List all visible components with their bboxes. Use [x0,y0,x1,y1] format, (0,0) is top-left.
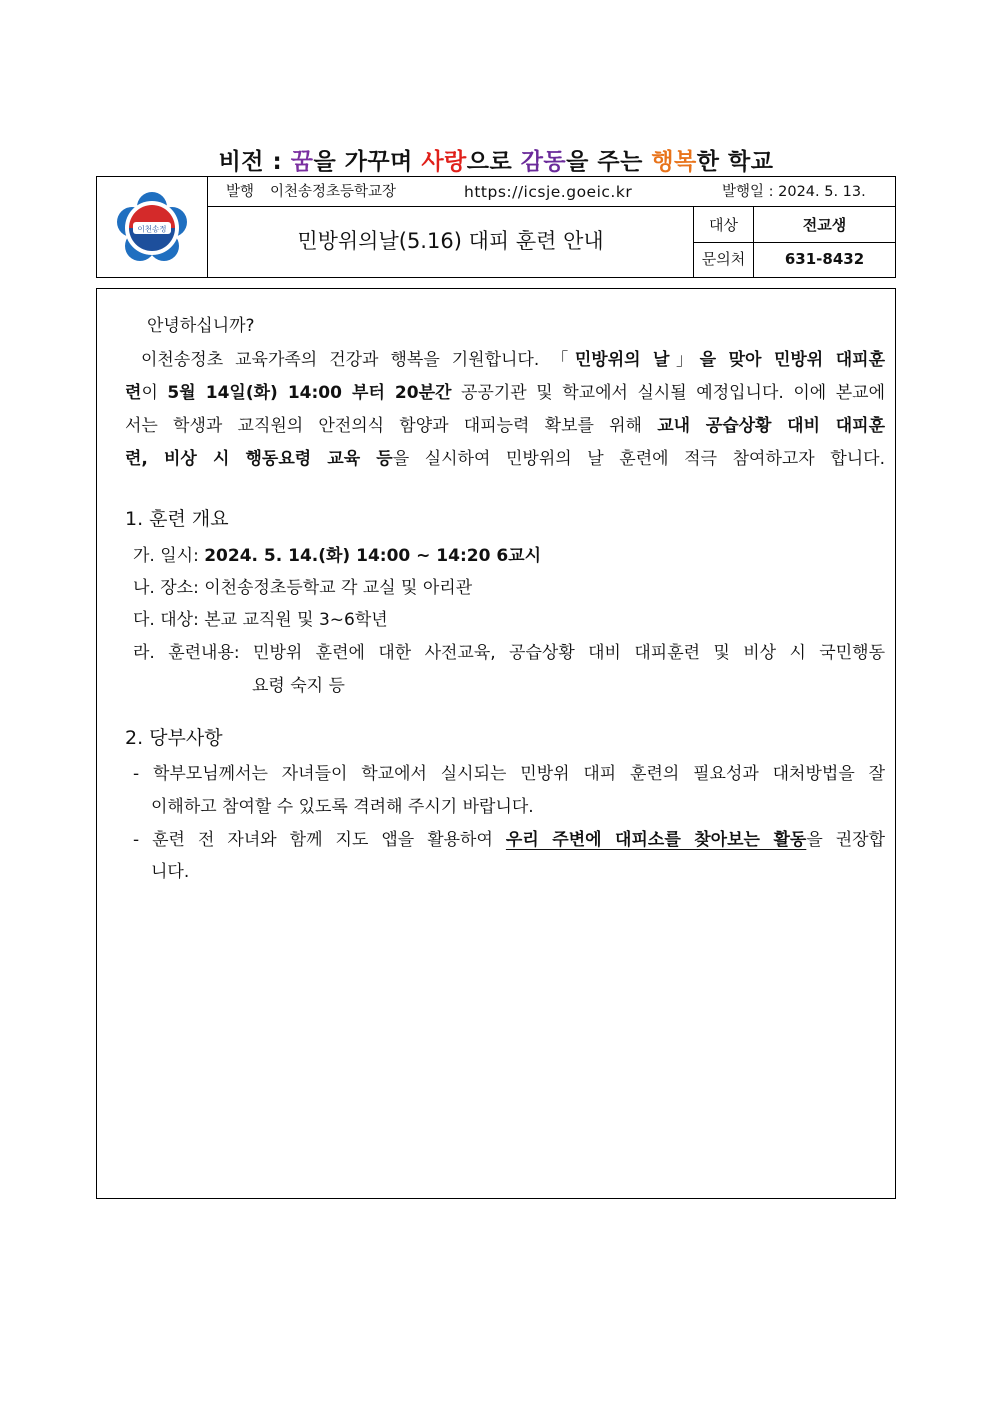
school-logo-icon [115,191,189,265]
intro-l2d: 공공기관 및 학교에서 실시될 예정입니다. 이에 본교에 [451,383,886,403]
p2-b: 우리 주변에 대피소를 찾아보는 활동 [505,830,807,850]
vision-seg8: 한 학교 [696,149,774,175]
intro-l1a: 이천송정초 교육가족의 건강과 행복을 기원합니다. 「 [141,350,575,370]
logo-text: 이천송정 [137,224,167,234]
section1-heading: 1. 훈련 개요 [125,508,229,530]
publication-row [208,177,895,207]
vision-touch: 감동 [520,149,567,175]
content-box [96,288,896,1199]
intro-l4a: 련, 비상 시 행동요령 교육 등 [125,449,393,469]
intro-l1d: 을 맞아 민방위 대피훈 [699,350,885,370]
p2-a: - 훈련 전 자녀와 함께 지도 앱을 활용하여 [133,830,506,850]
vision-seg2: 을 가꾸며 [313,149,422,175]
vision-label: 비전 [218,149,264,175]
p2-c: 을 권장합 [806,830,886,850]
section2-heading: 2. 당부사항 [125,727,223,749]
intro-line-2 [125,378,885,403]
item-a-value: 2024. 5. 14.(화) 14:00 ~ 14:20 6교시 [204,546,542,566]
intro-line-3 [125,411,885,436]
section2-p2-line2: 니다. [151,862,190,882]
intro-l4b: 을 실시하여 민방위의 날 훈련에 적극 참여하고자 합니다. [392,449,885,469]
section1-item-d-line2: 요령 숙지 등 [252,676,345,696]
vision-seg6: 을 주는 [566,149,652,175]
vision-seg4: 으로 [466,149,521,175]
intro-l3b: 교내 공습상황 대비 대피훈 [657,416,886,436]
intro-l1c: 」 [669,350,700,370]
school-url[interactable]: https://icsje.goeic.kr [464,183,633,201]
intro-l1b: 민방위의 날 [574,350,670,370]
intro-line-4 [125,444,885,469]
vision-happy: 행복 [651,149,697,175]
section1-item-d-line1: 라. 훈련내용: 민방위 훈련에 대한 사전교육, 공습상황 대비 대피훈련 및 비상 시 국민행동 [133,643,885,663]
header-table [96,176,896,278]
section2-p1-line2: 이해하고 참여할 수 있도록 격려해 주시기 바랍니다. [151,797,534,817]
intro-l2b: 이 [141,383,168,403]
target-label: 대상 [694,207,754,243]
vision-love: 사랑 [421,149,467,175]
contact-label: 문의처 [694,243,754,277]
contact-value: 631-8432 [784,250,865,268]
vision-statement [0,143,992,176]
target-value: 전교생 [754,207,895,243]
section1-item-c: 다. 대상: 본교 교직원 및 3~6학년 [133,610,388,630]
intro-l2a: 련 [125,383,142,403]
publisher-name: 이천송정초등학교장 [270,184,397,200]
intro-line-1 [141,345,885,370]
section1-item-b: 나. 장소: 이천송정초등학교 각 교실 및 아리관 [133,578,473,598]
vision-dream: 꿈 [290,149,314,175]
publish-date: 발행일 : 2024. 5. 13. [722,184,866,200]
section1-item-a [133,541,885,566]
vision-colon: : [264,149,291,175]
intro-l3a: 서는 학생과 교직원의 안전의식 함양과 대피능력 확보를 위해 [125,416,658,436]
section2-p1-line1: - 학부모님께서는 자녀들이 학교에서 실시되는 민방위 대피 훈련의 필요성과 대처방법을 잘 [133,764,885,784]
logo-cell [97,177,208,277]
greeting: 안녕하십니까? [147,316,255,336]
item-a-label: 가. 일시: [133,546,205,566]
intro-l2c: 5월 14일(화) 14:00 부터 20분간 [167,383,452,403]
document-title: 민방위의날(5.16) 대피 훈련 안내 [208,207,694,277]
section2-p2-line1 [133,825,885,850]
publisher-label: 발행 [226,184,255,200]
